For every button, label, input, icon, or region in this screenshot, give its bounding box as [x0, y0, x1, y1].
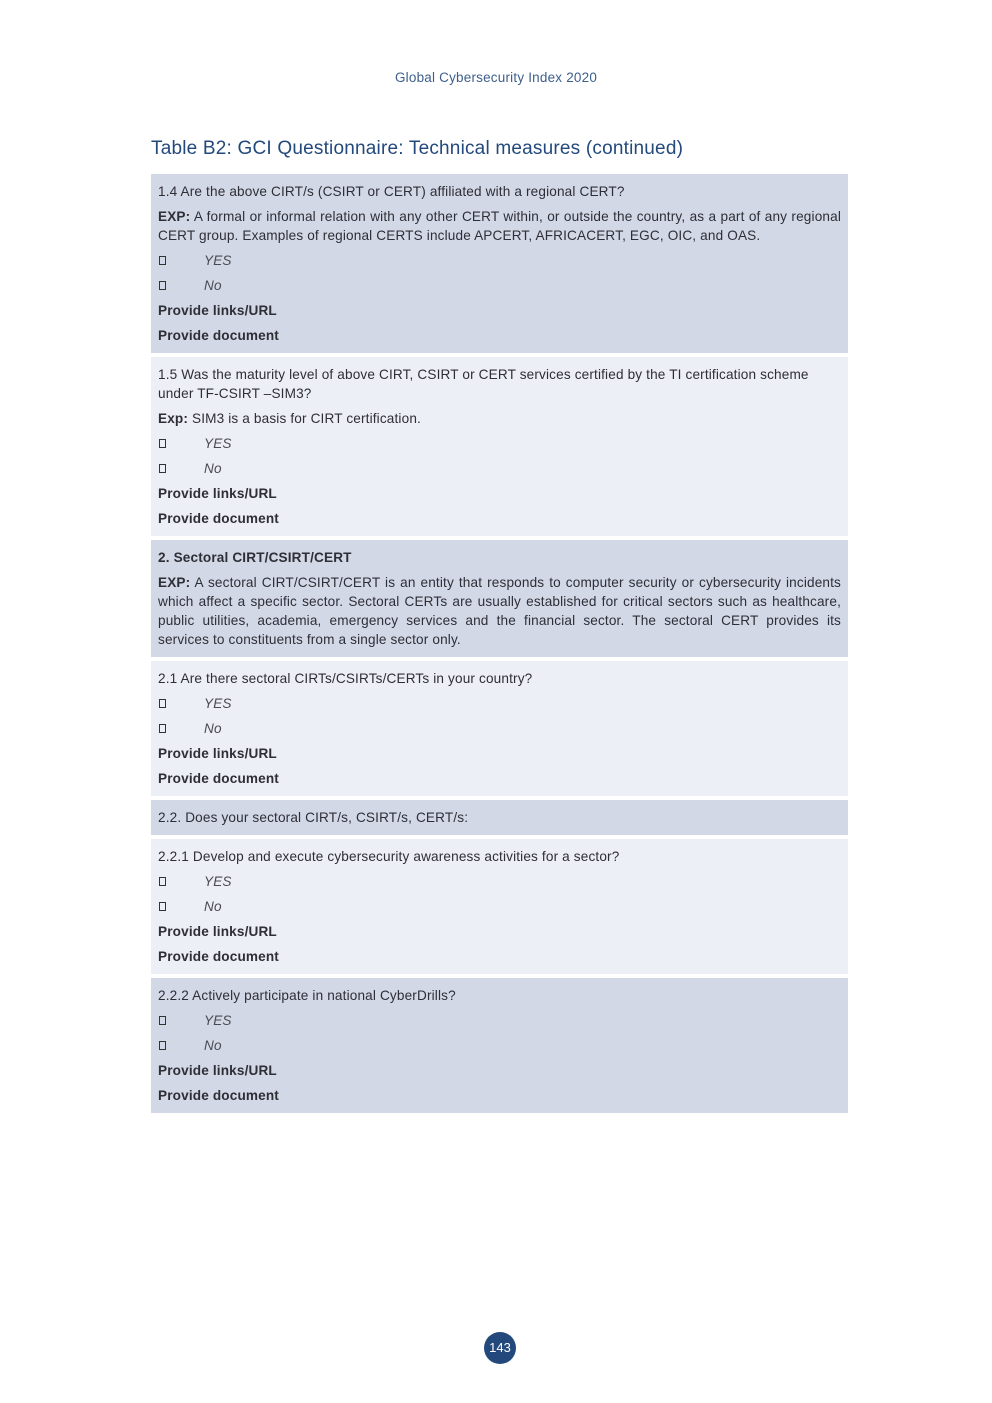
- option-label: No: [204, 1038, 222, 1053]
- question-block-2-2-1: [151, 839, 848, 978]
- option-label: YES: [204, 1013, 232, 1028]
- checkbox[interactable]: [159, 724, 166, 733]
- option-yes[interactable]: [158, 872, 841, 891]
- option-label: YES: [204, 874, 232, 889]
- checkbox[interactable]: [159, 439, 166, 448]
- option-label: YES: [204, 436, 232, 451]
- option-yes[interactable]: [158, 434, 841, 453]
- question-text: 1.4 Are the above CIRT/s (CSIRT or CERT) affiliated with a regional CERT?: [158, 184, 625, 199]
- option-label: No: [204, 461, 222, 476]
- checkbox[interactable]: [159, 256, 166, 265]
- question-text: 2.2. Does your sectoral CIRT/s, CSIRT/s, CERT/s:: [158, 810, 469, 825]
- questionnaire-table: [151, 174, 848, 1113]
- question-block-1-4: [151, 174, 848, 357]
- question-text: 1.5 Was the maturity level of above CIRT, CSIRT or CERT services certified by the TI certification scheme under TF-CSIRT –SIM3?: [158, 367, 809, 401]
- question-text: 2.2.1 Develop and execute cybersecurity awareness activities for a sector?: [158, 849, 620, 864]
- checkbox[interactable]: [159, 464, 166, 473]
- exp-text: A sectoral CIRT/CSIRT/CERT is an entity that responds to computer security or cybersecurity incidents which affect a specific sector. Sectoral CERTs are usually established for critical sectors such as healthcare, public utilities, academia, emergency services and the financial sector. The sectoral CERT provides its services to constituents from a single sector only.: [158, 575, 841, 647]
- checkbox[interactable]: [159, 902, 166, 911]
- option-label: No: [204, 721, 222, 736]
- option-label: No: [204, 899, 222, 914]
- option-no[interactable]: [158, 897, 841, 916]
- checkbox[interactable]: [159, 699, 166, 708]
- table-title: Table B2: GCI Questionnaire: Technical measures (continued): [151, 138, 684, 159]
- provide-links: Provide links/URL: [158, 1063, 277, 1078]
- question-block-2-2-2: [151, 978, 848, 1113]
- question-block-2-2: [151, 800, 848, 839]
- option-no[interactable]: [158, 1036, 841, 1055]
- provide-document: Provide document: [158, 949, 279, 964]
- option-no[interactable]: [158, 459, 841, 478]
- provide-document: Provide document: [158, 511, 279, 526]
- option-no[interactable]: [158, 276, 841, 295]
- checkbox[interactable]: [159, 1041, 166, 1050]
- provide-document: Provide document: [158, 771, 279, 786]
- explanation: [158, 207, 841, 245]
- exp-label: Exp:: [158, 411, 189, 426]
- option-no[interactable]: [158, 719, 841, 738]
- section-block-2: [151, 540, 848, 661]
- checkbox[interactable]: [159, 281, 166, 290]
- exp-text: A formal or informal relation with any other CERT within, or outside the country, as a part of any regional CERT group. Examples of regional CERTS include APCERT, AFRICACERT, EGC, OIC, and OAS.: [158, 209, 841, 243]
- checkbox[interactable]: [159, 877, 166, 886]
- question-block-2-1: [151, 661, 848, 800]
- provide-links: Provide links/URL: [158, 303, 277, 318]
- question-text: 2.2.2 Actively participate in national CyberDrills?: [158, 988, 456, 1003]
- exp-label: EXP:: [158, 575, 191, 590]
- page-number-badge: 143: [484, 1332, 516, 1364]
- section-heading: 2. Sectoral CIRT/CSIRT/CERT: [158, 550, 352, 565]
- explanation: [158, 573, 841, 649]
- option-label: YES: [204, 253, 232, 268]
- explanation: [158, 409, 841, 428]
- question-block-1-5: [151, 357, 848, 540]
- checkbox[interactable]: [159, 1016, 166, 1025]
- question-text: 2.1 Are there sectoral CIRTs/CSIRTs/CERTs in your country?: [158, 671, 533, 686]
- provide-document: Provide document: [158, 328, 279, 343]
- option-yes[interactable]: [158, 1011, 841, 1030]
- provide-links: Provide links/URL: [158, 746, 277, 761]
- option-label: No: [204, 278, 222, 293]
- provide-document: Provide document: [158, 1088, 279, 1103]
- option-yes[interactable]: [158, 251, 841, 270]
- provide-links: Provide links/URL: [158, 486, 277, 501]
- option-label: YES: [204, 696, 232, 711]
- exp-label: EXP:: [158, 209, 191, 224]
- running-header: Global Cybersecurity Index 2020: [394, 70, 598, 85]
- provide-links: Provide links/URL: [158, 924, 277, 939]
- option-yes[interactable]: [158, 694, 841, 713]
- exp-text: SIM3 is a basis for CIRT certification.: [188, 411, 421, 426]
